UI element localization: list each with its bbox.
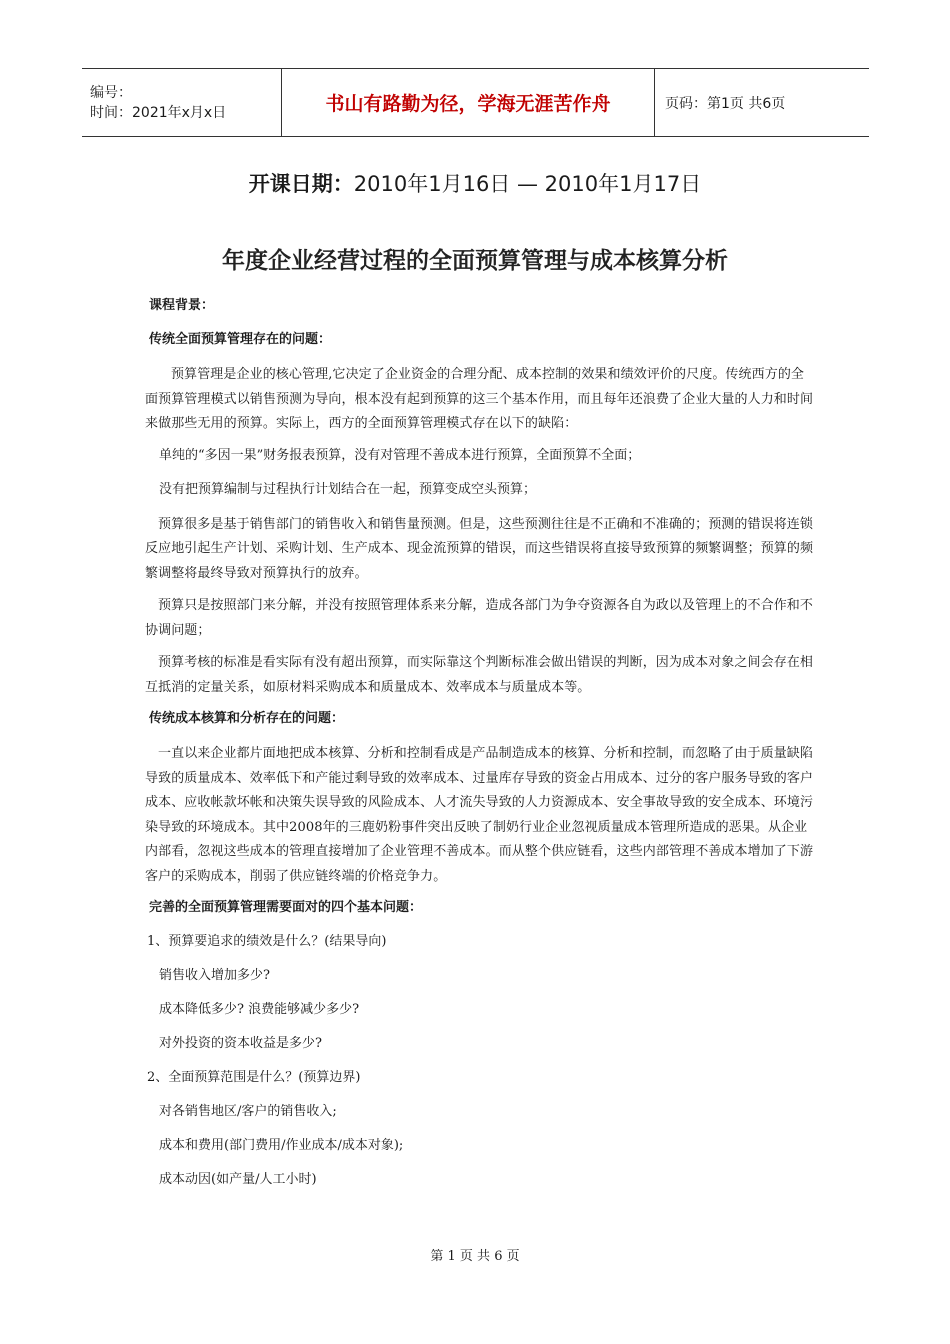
question-2-item: 对各销售地区/客户的销售收入; — [159, 1104, 337, 1119]
page-header — [82, 68, 869, 137]
document-time-label: 时间：2021年x月x日 — [90, 104, 227, 121]
budget-point: 预算很多是基于销售部门的销售收入和销售量预测。但是，这些预测往往是不正确和不准确的；预测的错误将连锁反应地引起生产计划、采购计划、生产成本、现金流预算的错误，而这些错误将直接导致预算的频繁调整；预算的频繁调整将最终导致对预算执行的放弃。 — [145, 516, 814, 581]
question-1-item: 对外投资的资本收益是多少? — [159, 1036, 322, 1051]
course-date — [0, 168, 950, 198]
question-2: 2、全面预算范围是什么？(预算边界) — [147, 1070, 361, 1085]
question-1-item: 成本降低多少? 浪费能够减少多少? — [159, 1002, 360, 1017]
budget-point: 没有把预算编制与过程执行计划结合在一起，预算变成空头预算； — [159, 481, 537, 497]
page-footer: 第 1 页 共 6 页 — [430, 1249, 520, 1264]
question-1: 1、预算要追求的绩效是什么？(结果导向) — [147, 934, 387, 949]
section-heading-background: 课程背景： — [149, 298, 215, 313]
document-title: 年度企业经营过程的全面预算管理与成本核算分析 — [222, 248, 728, 274]
header-page-info: 页码：第1页 共6页 — [665, 95, 786, 112]
budget-point: 预算只是按照部门来分解，并没有按照管理体系来分解，造成各部门为争夺资源各自为政以及管理上的不合作和不协调问题； — [145, 598, 814, 638]
section-heading-four-questions: 完善的全面预算管理需要面对的四个基本问题： — [149, 900, 423, 915]
header-motto: 书山有路勤为径，学海无涯苦作舟 — [282, 69, 655, 136]
section-heading-budget-problems: 传统全面预算管理存在的问题： — [149, 332, 332, 347]
header-meta — [82, 69, 282, 136]
document-number-label: 编号： — [90, 84, 132, 101]
budget-point: 单纯的“多因一果”财务报表预算，没有对管理不善成本进行预算，全面预算不全面； — [159, 447, 641, 463]
document-body — [145, 295, 817, 1203]
question-2-item: 成本和费用(部门费用/作业成本/成本对象); — [159, 1138, 404, 1153]
question-1-item: 销售收入增加多少? — [159, 968, 270, 983]
question-2-item: 成本动因(如产量/人工小时) — [159, 1172, 317, 1187]
budget-intro-paragraph: 预算管理是企业的核心管理,它决定了企业资金的合理分配、成本控制的效果和绩效评价的尺度。传统西方的全面预算管理模式以销售预测为导向，根本没有起到预算的这三个基本作用，而且每年还浪费了企业大量的人力和时间来做那些无用的预算。实际上，西方的全面预算管理模式存在以下的缺陷： — [145, 367, 814, 431]
budget-point: 预算考核的标准是看实际有没有超出预算，而实际靠这个判断标准会做出错误的判断，因为成本对象之间会存在相互抵消的定量关系，如原材料采购成本和质量成本、效率成本与质量成本等。 — [145, 655, 814, 695]
course-date-value: 2010年1月16日 — 2010年1月17日 — [353, 172, 702, 196]
section-heading-cost-problems: 传统成本核算和分析存在的问题： — [149, 711, 345, 726]
course-date-label: 开课日期： — [248, 172, 354, 196]
cost-paragraph: 一直以来企业都片面地把成本核算、分析和控制看成是产品制造成本的核算、分析和控制，而忽略了由于质量缺陷导致的质量成本、效率低下和产能过剩导致的效率成本、过量库存导致的资金占用成本、过分的客户服务导致的客户成本、应收帐款坏帐和决策失误导致的风险成本、人才流失导致的人力资源成本、安全事故导致的安全成本、环境污染导致的环境成本。其中2008年的三鹿奶粉事件突出反映了制奶行业企业忽视质量成本管理所造成的恶果。从企业内部看，忽视这些成本的管理直接增加了企业管理不善成本。而从整个供应链看，这些内部管理不善成本增加了下游客户的采购成本，削弱了供应链终端的价格竞争力。 — [145, 746, 814, 884]
